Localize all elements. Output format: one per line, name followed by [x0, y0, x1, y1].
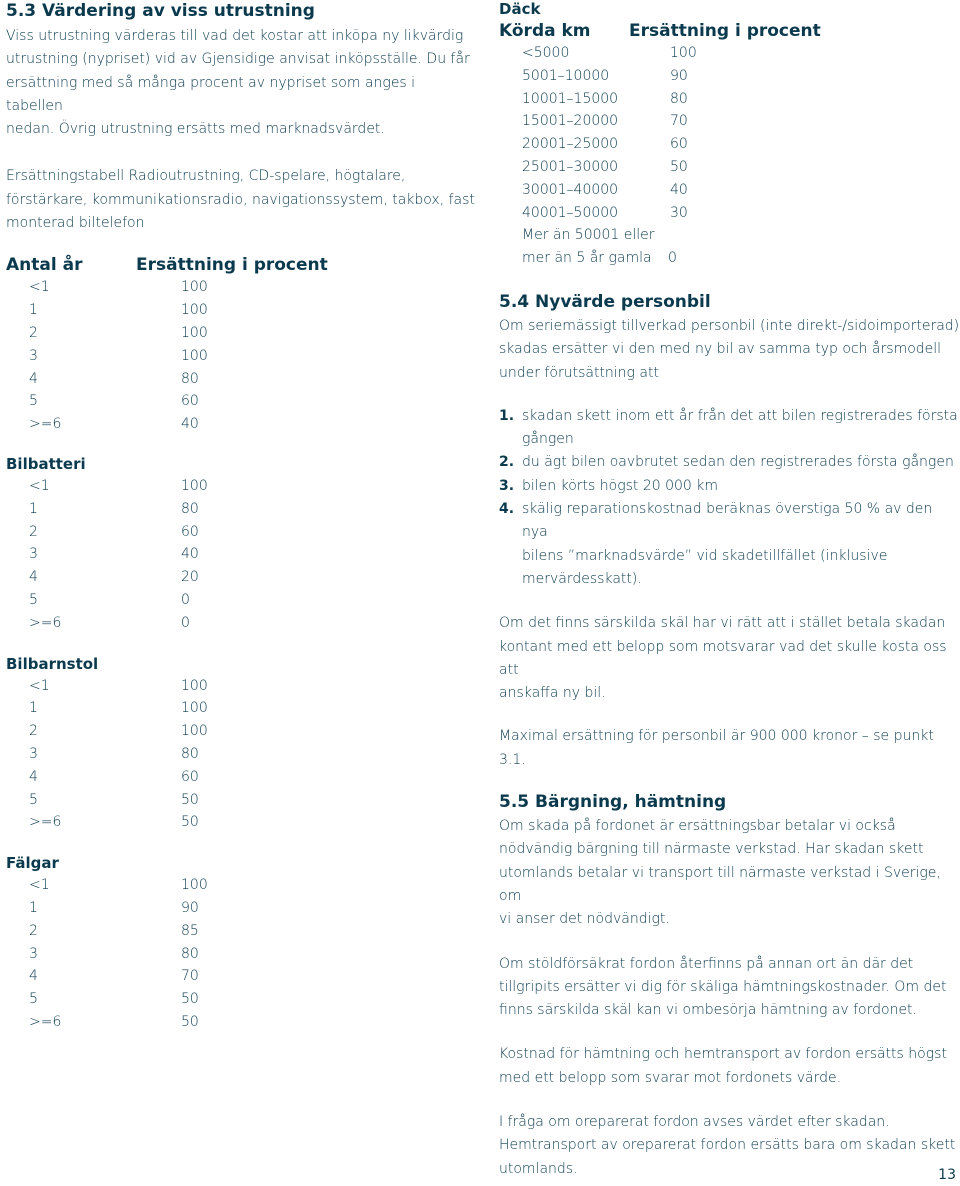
- col-header-km: Körda km: [499, 21, 591, 41]
- table-header: [6, 254, 476, 276]
- age-cell: 5: [29, 591, 38, 608]
- age-cell: 4: [29, 569, 38, 586]
- table-row: [6, 589, 476, 612]
- text-line: skadan skett inom ett år från det att bilen registrerades första: [522, 407, 958, 424]
- left-column: [6, 0, 476, 1034]
- text-line: bilen körts högst 20 000 km: [522, 477, 719, 494]
- percent-cell: 100: [181, 700, 208, 717]
- age-cell: >=6: [29, 1013, 62, 1030]
- table-row: [6, 368, 476, 391]
- age-cell: 1: [29, 700, 38, 717]
- percent-cell: 60: [670, 136, 688, 153]
- percent-cell: 50: [670, 158, 688, 175]
- table-row: [499, 42, 960, 65]
- text-line: bilens ”marknadsvärde” vid skadetillfället (inklusive: [522, 547, 888, 564]
- list-number: 4.: [499, 501, 515, 518]
- percent-cell: 0: [668, 250, 677, 267]
- age-cell: 2: [29, 922, 38, 939]
- percent-cell: 70: [670, 113, 688, 130]
- percent-cell: 90: [181, 899, 199, 916]
- conditions-list: [499, 405, 960, 591]
- table-row: [6, 920, 476, 943]
- table-row: [6, 988, 476, 1011]
- text-line: Om stöldförsäkrat fordon återfinns på annan ort än där det: [499, 955, 914, 972]
- table-row: [6, 299, 476, 322]
- percent-cell: 50: [181, 991, 199, 1008]
- table-row: [6, 498, 476, 521]
- percent-cell: 50: [181, 791, 199, 808]
- km-cell: 40001–50000: [522, 204, 619, 221]
- sec55-paragraph-1: [499, 815, 960, 931]
- percent-cell: 60: [181, 523, 199, 540]
- table-row: [6, 276, 476, 299]
- percent-cell: 0: [181, 591, 190, 608]
- text-line: I fråga om oreparerat fordon avses värdet efter skadan.: [499, 1113, 890, 1130]
- right-column: [499, 0, 960, 1181]
- percent-cell: 100: [181, 347, 208, 364]
- percent-cell: 85: [181, 922, 199, 939]
- age-cell: >=6: [29, 814, 62, 831]
- text-line: skälig reparationskostnad beräknas överstiga 50 % av den nya: [522, 501, 933, 541]
- percent-cell: 70: [181, 968, 199, 985]
- age-cell: <1: [29, 877, 50, 894]
- page-number: 13: [938, 1167, 956, 1183]
- table-row: [499, 133, 960, 156]
- col-header-age: Antal år: [6, 255, 83, 276]
- text-line: nedan. Övrig utrustning ersätts med marknadsvärdet.: [6, 121, 385, 138]
- text-line: vi anser det nödvändigt.: [499, 911, 670, 928]
- text-line: Om det finns särskilda skäl har vi rätt att i stället betala skadan: [499, 615, 946, 632]
- percent-cell: 100: [181, 723, 208, 740]
- sec54-intro: [499, 315, 960, 385]
- table-row: [6, 697, 476, 720]
- childseat-title: Bilbarnstol: [6, 654, 99, 673]
- table-row: [499, 88, 960, 111]
- text-line: under förutsättning att: [499, 364, 659, 381]
- text-line: utrustning (nypriset) vid av Gjensidige anvisat inköpsställe. Du får: [6, 51, 470, 68]
- sec55-paragraph-3: [499, 1043, 960, 1090]
- table-row: [6, 965, 476, 988]
- list-item: [499, 498, 960, 591]
- percent-cell: 80: [670, 90, 688, 107]
- table-row: [6, 543, 476, 566]
- percent-cell: 90: [670, 67, 688, 84]
- text-line: monterad biltelefon: [6, 215, 145, 232]
- percent-cell: 50: [181, 1013, 199, 1030]
- percent-cell: 80: [181, 500, 199, 517]
- age-cell: <1: [29, 477, 50, 494]
- sec54-cash-paragraph: [499, 612, 960, 705]
- km-cell: 30001–40000: [522, 181, 619, 198]
- tires-title: Däck: [499, 0, 541, 18]
- col-header-percent: Ersättning i procent: [629, 21, 821, 41]
- km-cell: 5001–10000: [522, 67, 610, 84]
- text-line: anskaffa ny bil.: [499, 685, 606, 702]
- text-line: utomlands.: [499, 1160, 578, 1177]
- table-row: [6, 789, 476, 812]
- age-cell: 3: [29, 745, 38, 762]
- text-line: Om skada på fordonet är ersättningsbar betalar vi också: [499, 818, 896, 835]
- sec55-paragraph-4: [499, 1111, 960, 1181]
- table-description: [6, 165, 476, 235]
- age-cell: 5: [29, 791, 38, 808]
- age-cell: 5: [29, 991, 38, 1008]
- childseat-table: [6, 675, 476, 835]
- text-line: med ett belopp som svarar mot fordonets värde.: [499, 1069, 842, 1086]
- rims-title: Fälgar: [6, 854, 59, 873]
- percent-cell: 30: [670, 204, 688, 221]
- list-item: [499, 405, 960, 452]
- percent-cell: 40: [181, 416, 199, 433]
- km-cell: <5000: [522, 45, 570, 61]
- age-cell: 4: [29, 370, 38, 387]
- text-line: nödvändig bärgning till närmaste verkstad. Har skadan skett: [499, 841, 924, 858]
- percent-cell: 60: [181, 768, 199, 785]
- age-cell: 3: [29, 546, 38, 563]
- table-row: [6, 566, 476, 589]
- text-line: tillgripits ersätter vi dig för skäliga hämtningskostnader. Om det: [499, 978, 947, 995]
- km-cell: 25001–30000: [522, 158, 619, 175]
- tires-table-header: [499, 20, 960, 42]
- list-number: 2.: [499, 454, 515, 471]
- age-cell: 4: [29, 968, 38, 985]
- percent-cell: 40: [670, 181, 688, 198]
- percent-cell: 100: [181, 477, 208, 494]
- table-row: [6, 612, 476, 635]
- table-row: [6, 475, 476, 498]
- table-row: [499, 247, 960, 270]
- table-row: [6, 1011, 476, 1034]
- radio-table: [6, 276, 476, 436]
- percent-cell: 0: [181, 614, 190, 631]
- table-row: [499, 156, 960, 179]
- text-line: kontant med ett belopp som motsvarar vad det skulle kosta oss att: [499, 638, 947, 678]
- table-row: [6, 743, 476, 766]
- table-row: [6, 322, 476, 345]
- percent-cell: 60: [181, 393, 199, 410]
- age-cell: <1: [29, 677, 50, 694]
- text-line: Ersättningstabell Radioutrustning, CD-spelare, högtalare,: [6, 168, 406, 185]
- age-cell: 1: [29, 500, 38, 517]
- list-number: 3.: [499, 477, 515, 494]
- text-line: finns särskilda skäl kan vi ombesörja hämtning av fordonet.: [499, 1002, 917, 1019]
- list-item: [499, 475, 960, 498]
- text-line: förstärkare, kommunikationsradio, navigationssystem, takbox, fast: [6, 191, 475, 208]
- table-row: [499, 65, 960, 88]
- section-title-5-5: 5.5 Bärgning, hämtning: [499, 792, 727, 813]
- list-number: 1.: [499, 407, 515, 424]
- percent-cell: 100: [181, 677, 208, 694]
- percent-cell: 100: [181, 877, 208, 894]
- table-row: [6, 390, 476, 413]
- rims-table: [6, 874, 476, 1034]
- text-line: Kostnad för hämtning och hemtransport av fordon ersätts högst: [499, 1046, 947, 1063]
- percent-cell: 50: [181, 814, 199, 831]
- tires-table: [499, 42, 960, 224]
- text-line: ersättning med så många procent av nypriset som anges i tabellen: [6, 74, 416, 114]
- km-cell: 20001–25000: [522, 136, 619, 153]
- percent-cell: 100: [181, 302, 208, 319]
- table-row: [6, 675, 476, 698]
- age-cell: 4: [29, 768, 38, 785]
- text-line: Om seriemässigt tillverkad personbil (inte direkt-/sidoimporterad): [499, 317, 960, 334]
- battery-table: [6, 475, 476, 635]
- table-row: [6, 720, 476, 743]
- table-row: [6, 766, 476, 789]
- text-line: du ägt bilen oavbrutet sedan den registrerades första gången: [522, 454, 954, 471]
- percent-cell: 80: [181, 745, 199, 762]
- table-row: [6, 943, 476, 966]
- table-row: [6, 874, 476, 897]
- battery-title: Bilbatteri: [6, 454, 86, 473]
- section-title-5-4: 5.4 Nyvärde personbil: [499, 291, 711, 312]
- text-line: Viss utrustning värderas till vad det kostar att inköpa ny likvärdig: [6, 28, 464, 44]
- table-row: [499, 224, 960, 247]
- age-cell: 2: [29, 523, 38, 540]
- sec54-max-paragraph: Maximal ersättning för personbil är 900 000 kronor – se punkt 3.1.: [499, 728, 934, 768]
- km-cell: mer än 5 år gamla: [522, 250, 652, 267]
- age-cell: >=6: [29, 416, 62, 433]
- table-row: [6, 521, 476, 544]
- km-cell: 10001–15000: [522, 90, 619, 107]
- age-cell: 2: [29, 324, 38, 341]
- table-row: [6, 897, 476, 920]
- text-line: skadas ersätter vi den med ny bil av samma typ och årsmodell: [499, 341, 942, 358]
- sec55-paragraph-2: [499, 953, 960, 1023]
- percent-cell: 80: [181, 945, 199, 962]
- percent-cell: 100: [181, 279, 208, 296]
- km-cell: 15001–20000: [522, 113, 619, 130]
- percent-cell: 100: [670, 45, 697, 61]
- table-row: [499, 110, 960, 133]
- section-title-5-3: 5.3 Värdering av viss utrustning: [6, 1, 315, 21]
- intro-paragraph: [6, 25, 476, 141]
- age-cell: 5: [29, 393, 38, 410]
- age-cell: <1: [29, 279, 50, 296]
- table-row: [499, 179, 960, 202]
- text-line: gången: [522, 431, 574, 448]
- age-cell: 3: [29, 347, 38, 364]
- table-row: [499, 202, 960, 225]
- text-line: utomlands betalar vi transport till närmaste verkstad i Sverige, om: [499, 864, 941, 904]
- table-row: [6, 811, 476, 834]
- km-cell: Mer än 50001 eller: [522, 227, 655, 244]
- list-item: [499, 451, 960, 474]
- percent-cell: 100: [181, 324, 208, 341]
- age-cell: 3: [29, 945, 38, 962]
- percent-cell: 20: [181, 569, 199, 586]
- col-header-percent: Ersättning i procent: [136, 255, 328, 276]
- table-row: [6, 413, 476, 436]
- table-row: [6, 345, 476, 368]
- age-cell: >=6: [29, 614, 62, 631]
- percent-cell: 80: [181, 370, 199, 387]
- percent-cell: 40: [181, 546, 199, 563]
- text-line: Hemtransport av oreparerat fordon ersätts bara om skadan skett: [499, 1137, 956, 1154]
- age-cell: 2: [29, 723, 38, 740]
- text-line: mervärdesskatt).: [522, 570, 642, 587]
- age-cell: 1: [29, 899, 38, 916]
- age-cell: 1: [29, 302, 38, 319]
